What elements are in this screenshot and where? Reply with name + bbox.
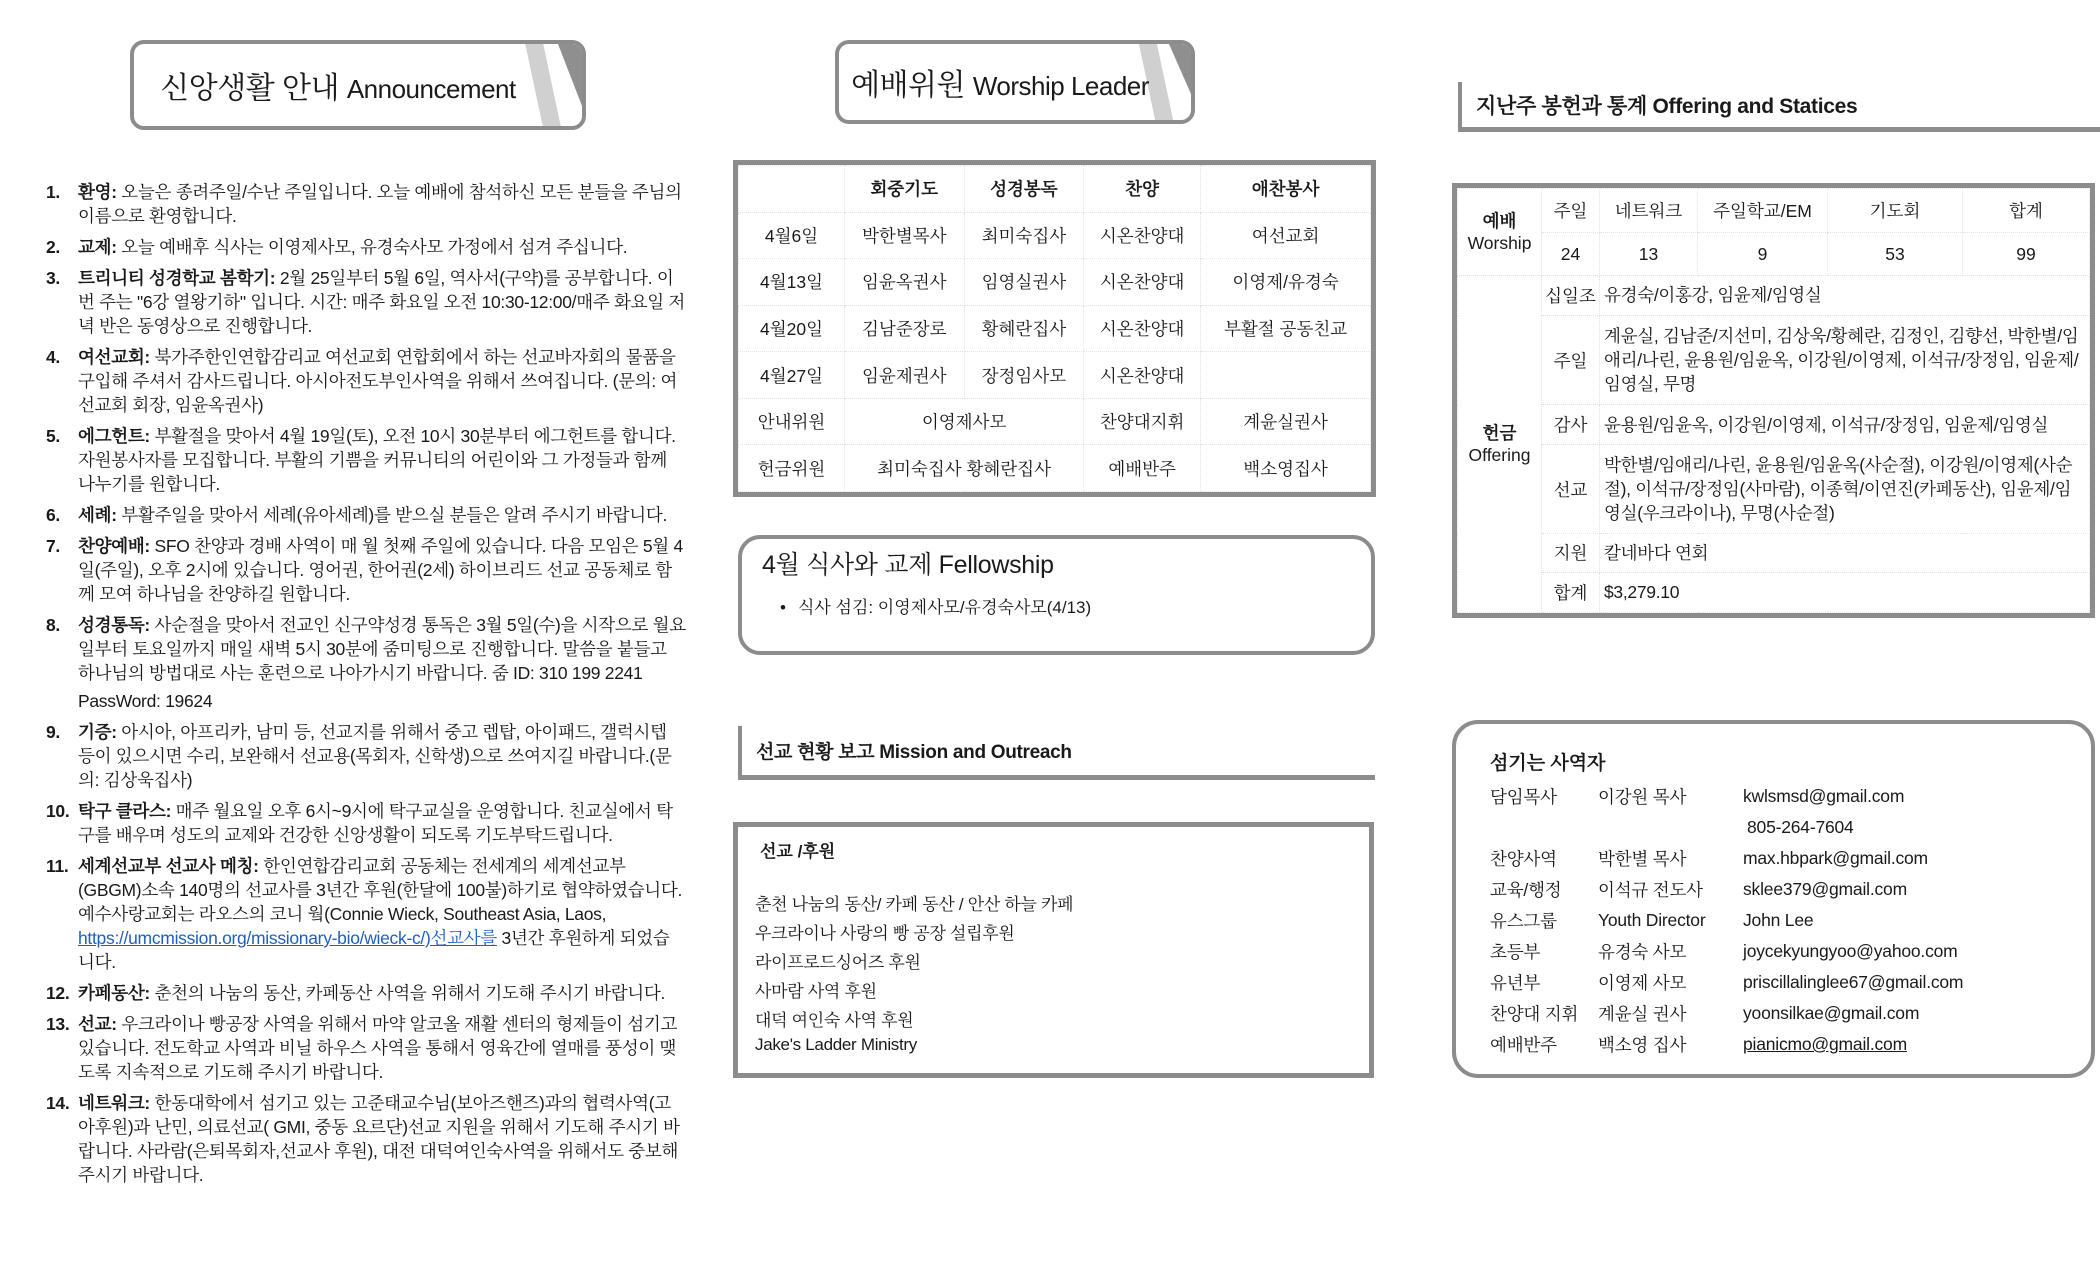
item-number: 1. <box>46 182 60 202</box>
table-cell: 박한별/임애리/나린, 윤용원/임윤옥(사순절), 이강원/이영제(사순절), 이석규/장정임(사마람), 이종혁/이연진(카페동산), 임윤제/임영실(우크라이나), 무명(사순절) <box>1600 445 2090 534</box>
staff-row <box>1490 781 2091 812</box>
offering-committee-row <box>739 445 1371 492</box>
list-item: 라이프로드싱어즈 후원 <box>755 953 921 972</box>
staff-email-link[interactable]: pianicmo@gmail.com <box>1743 1034 1907 1054</box>
staff-name: 백소영 집사 <box>1598 1035 1687 1055</box>
table-cell: 여선교회 <box>1201 212 1371 259</box>
page-curl-fold-icon <box>1169 44 1191 94</box>
item-label: 찬양예배: <box>78 536 150 556</box>
table-cell: 4월6일 <box>739 212 845 259</box>
announcement-item <box>46 613 686 713</box>
staff-row <box>1490 812 2091 843</box>
announcement-item <box>46 1091 686 1187</box>
item-text: 아시아, 아프리카, 남미 등, 선교지를 위해서 중고 렙탑, 아이패드, 갤럭시텝 등이 있으시면 수리, 보완해서 선교용(목회자, 신학생)으로 쓰여지길 바랍니다.(문의: 김상욱집사) <box>78 722 672 790</box>
staff-row <box>1490 967 2091 998</box>
item-number: 6. <box>46 505 60 525</box>
item-label: 성경통독: <box>78 615 150 635</box>
staff-email[interactable]: priscillalinglee67@gmail.com <box>1743 972 1964 992</box>
announcement-item <box>46 180 686 228</box>
offering-row <box>1458 534 2090 572</box>
mission-heading <box>738 726 1375 780</box>
staff-email[interactable]: kwlsmsd@gmail.com <box>1743 786 1905 806</box>
mission-table <box>733 822 1374 1078</box>
staff-name: 이강원 목사 <box>1598 787 1687 807</box>
item-number: 10. <box>46 801 70 821</box>
staff-row <box>1490 1029 2091 1060</box>
staff-row <box>1490 843 2091 874</box>
fellowship-box <box>738 535 1375 655</box>
usher-row <box>739 398 1371 445</box>
announcement-title-ko: 신앙생활 안내 <box>160 72 339 105</box>
table-cell: 시온찬양대 <box>1084 259 1201 306</box>
table-cell: 4월27일 <box>739 352 845 399</box>
offering-total: $3,279.10 <box>1600 572 2090 612</box>
staff-row <box>1490 905 2091 936</box>
item-label: 탁구 클라스: <box>78 801 172 821</box>
column-header: 주일 <box>1542 189 1600 233</box>
item-label: 세례: <box>78 505 117 525</box>
table-cell: 예배반주 <box>1084 445 1201 492</box>
staff-name: 이석규 전도사 <box>1598 880 1703 900</box>
table-cell: 13 <box>1600 233 1698 275</box>
staff-email[interactable]: max.hbpark@gmail.com <box>1743 848 1928 868</box>
staff-role: 찬양사역 <box>1490 849 1557 869</box>
table-cell: 9 <box>1698 233 1828 275</box>
table-row <box>739 352 1371 399</box>
offering-heading <box>1458 82 2100 132</box>
table-cell: 이영제사모 <box>845 398 1084 445</box>
announcement-item <box>46 534 686 606</box>
announcement-list <box>46 180 686 1194</box>
announcement-item <box>46 854 686 974</box>
item-label: 카페동산: <box>78 983 150 1003</box>
table-cell: 황혜란집사 <box>964 305 1084 352</box>
row-label: 선교 <box>1542 445 1600 534</box>
staff-role: 초등부 <box>1490 942 1541 962</box>
list-item: 춘천 나눔의 동산/ 카페 동산 / 안산 하늘 카페 <box>755 895 1074 914</box>
mission-table-title: 선교 /후원 <box>760 842 836 861</box>
column-header: 찬양 <box>1084 166 1201 213</box>
table-cell: 칼네바다 연회 <box>1600 534 2090 572</box>
staff-name: 계윤실 권사 <box>1598 1004 1687 1024</box>
announcement-item <box>46 235 686 259</box>
offering-category <box>1458 275 1542 612</box>
worship-leader-title <box>851 60 1149 104</box>
table-cell <box>1201 352 1371 399</box>
table-cell: 유경숙/이홍강, 임윤제/임영실 <box>1600 275 2090 315</box>
staff-role: 유년부 <box>1490 973 1541 993</box>
staff-role: 찬양대 지휘 <box>1490 1004 1579 1024</box>
table-cell: 임영실권사 <box>964 259 1084 306</box>
announcement-item <box>46 1012 686 1084</box>
staff-row <box>1490 998 2091 1029</box>
item-text: 부활주일을 맞아서 세례(유아세례)를 받으실 분들은 알려 주시기 바랍니다. <box>116 505 668 525</box>
column-header: 회중기도 <box>845 166 965 213</box>
staff-role: 예배반주 <box>1490 1035 1557 1055</box>
item-label: 선교: <box>78 1014 117 1034</box>
table-cell: 임윤옥권사 <box>845 259 965 306</box>
item-number: 11. <box>46 856 69 876</box>
table-cell: 4월13일 <box>739 259 845 306</box>
announcement-item <box>46 424 686 496</box>
item-text: 오늘은 종려주일/수난 주일입니다. 오늘 예배에 참석하신 모든 분들을 주님의 이름으로 환영합니다. <box>78 182 682 226</box>
staff-phone: 805-264-7604 <box>1747 817 1854 837</box>
item-number: 13. <box>46 1014 70 1034</box>
column-header: 기도회 <box>1828 189 1963 233</box>
table-cell: 박한별목사 <box>845 212 965 259</box>
list-item: • 식사 섬김: 이영제사모/유경숙사모(4/13) <box>780 593 1351 618</box>
item-text: 북가주한인연합감리교 여선교회 연합회에서 하는 선교바자회의 물품을 구입해 주셔서 감사드립니다. 아시아전도부인사역을 위해서 쓰여집니다. (문의: 여선교회 회장, 임윤옥권사) <box>78 347 678 415</box>
column-header: 주일학교/EM <box>1698 189 1828 233</box>
column-header: 합계 <box>1963 189 2090 233</box>
table-cell: 99 <box>1963 233 2090 275</box>
item-number: 3. <box>46 268 60 288</box>
fellowship-title: 4월 식사와 교제 Fellowship <box>762 551 1054 579</box>
table-cell: 4월20일 <box>739 305 845 352</box>
table-cell: 시온찬양대 <box>1084 352 1201 399</box>
table-row <box>739 212 1371 259</box>
row-label: 감사 <box>1542 405 1600 445</box>
row-label: 십일조 <box>1542 275 1600 315</box>
item-label: 세계선교부 선교사 메칭: <box>78 856 259 876</box>
item-label: 여선교회: <box>78 347 150 367</box>
worship-category <box>1458 189 1542 276</box>
item-number: 14. <box>46 1093 70 1113</box>
item-text: 사순절을 맞아서 전교인 신구약성경 통독은 3월 5일(수)을 시작으로 월요일부터 토요일까지 매일 새벽 5시 30분에 줌미팅으로 진행합니다. 말씀을 붙들고 하나님의 방법대로 사는 훈련으로 나아가시기 바랍니다. 줌 ID: 310 199 2241 <box>78 615 686 683</box>
staff-name: 이영제 사모 <box>1598 973 1687 993</box>
table-cell: 최미숙집사 <box>964 212 1084 259</box>
table-cell: 시온찬양대 <box>1084 212 1201 259</box>
item-label: 기증: <box>78 722 117 742</box>
list-item: 사마람 사역 후원 <box>755 982 877 1001</box>
missionary-bio-link[interactable]: https://umcmission.org/missionary-bio/wieck-c/)선교사를 <box>78 928 497 948</box>
table-cell: 윤용원/임윤옥, 이강원/이영제, 이석규/장정임, 임윤제/임영실 <box>1600 405 2090 445</box>
page-curl-fold-icon <box>558 44 582 106</box>
item-text-after: 3년간 후원하게 되었습니다. <box>78 928 670 972</box>
table-cell: 장정임사모 <box>964 352 1084 399</box>
announcement-item <box>46 981 686 1005</box>
table-row <box>739 259 1371 306</box>
table-cell: 계윤실권사 <box>1201 398 1371 445</box>
item-text: 2월 25일부터 5월 6일, 역사서(구약)를 공부합니다. 이번 주는 "6강 열왕기하" 입니다. 시간: 매주 화요일 오전 10:30-12:00/매주 화요일 저녁 반은 동영상으로 진행합니다. <box>78 268 685 336</box>
announcement-header <box>130 40 586 130</box>
item-number: 2. <box>46 237 60 257</box>
staff-role: 교육/행정 <box>1490 880 1562 900</box>
item-label: 교제: <box>78 237 117 257</box>
staff-title: 섬기는 사역자 <box>1490 753 1606 774</box>
worship-table <box>738 165 1371 492</box>
table-cell: 백소영집사 <box>1201 445 1371 492</box>
worship-leader-header <box>835 40 1195 124</box>
offering-row <box>1458 275 2090 315</box>
offering-heading-text: 지난주 봉헌과 통계 Offering and Statices <box>1476 94 1858 118</box>
offering-total-row <box>1458 572 2090 612</box>
table-cell: 53 <box>1828 233 1963 275</box>
staff-role: 담임목사 <box>1490 787 1557 807</box>
column-header <box>739 166 845 213</box>
staff-box <box>1452 720 2095 1078</box>
item-number: 5. <box>46 426 60 446</box>
column-header: 네트워크 <box>1600 189 1698 233</box>
offering-table <box>1457 188 2090 613</box>
page-curl-decoration <box>524 40 561 130</box>
offering-row <box>1458 316 2090 405</box>
mission-heading-text: 선교 현황 보고 Mission and Outreach <box>756 742 1072 763</box>
item-number: 8. <box>46 615 60 635</box>
list-item: Jake's Ladder Ministry <box>755 1035 917 1054</box>
table-header-row <box>739 166 1371 213</box>
announcement-item <box>46 503 686 527</box>
table-cell: 24 <box>1542 233 1600 275</box>
announcement-title <box>160 63 515 107</box>
worship-leader-title-ko: 예배위원 <box>851 69 965 102</box>
attendance-header-row <box>1458 189 2090 233</box>
offering-table-container <box>1452 183 2095 618</box>
table-cell: 헌금위원 <box>739 445 845 492</box>
attendance-values-row <box>1458 233 2090 275</box>
staff-email[interactable]: joycekyungyoo@yahoo.com <box>1743 941 1958 961</box>
staff-name: 박한별 목사 <box>1598 849 1687 869</box>
category-ko: 헌금 <box>1482 422 1517 443</box>
item-text: 부활절을 맞아서 4월 19일(토), 오전 10시 30분부터 에그헌트를 합니다. 자원봉사자를 모집합니다. 부활의 기쁨을 커뮤니티의 어린이와 그 가정들과 함께 나누기를 원합니다. <box>78 426 676 494</box>
table-cell: 임윤제권사 <box>845 352 965 399</box>
staff-row <box>1490 936 2091 967</box>
announcement-item <box>46 345 686 417</box>
item-label: 환영: <box>78 182 117 202</box>
table-cell: 김남준장로 <box>845 305 965 352</box>
item-label: 에그헌트: <box>78 426 150 446</box>
item-text: SFO 찬양과 경배 사역이 매 월 첫째 주일에 있습니다. 다음 모임은 5월 4일(주일), 오후 2시에 있습니다. 영어권, 한어권(2세) 하이브리드 선교 공동체로 함께 모여 하나님을 찬양하길 원합니다. <box>78 536 683 604</box>
category-en: Offering <box>1468 444 1531 465</box>
item-text: 매주 월요일 오후 6시~9시에 탁구교실을 운영합니다. 친교실에서 탁구를 배우며 성도의 교제와 건강한 신앙생활이 되도록 기도부탁드립니다. <box>78 801 673 845</box>
item-label: 네트워크: <box>78 1093 150 1113</box>
staff-row <box>1490 874 2091 905</box>
staff-role: 유스그룹 <box>1490 911 1557 931</box>
worship-table-container <box>733 160 1376 497</box>
item-text: 한동대학에서 섬기고 있는 고준태교수님(보아즈핸즈)과의 협력사역(고아후원)과 난민, 의료선교( GMI, 중동 요르단)선교 지원을 위해서 기도해 주시기 바랍니다. 사라람(은퇴목회자,선교사 후원), 대전 대덕여인숙사역을 위해서도 중보해 주시기 바랍니다. <box>78 1093 680 1185</box>
row-label: 지원 <box>1542 534 1600 572</box>
staff-email[interactable]: yoonsilkae@gmail.com <box>1743 1003 1920 1023</box>
list-item: 우크라이나 사랑의 빵 공장 설립후원 <box>755 924 1015 943</box>
table-cell: 부활절 공동친교 <box>1201 305 1371 352</box>
item-text: 오늘 예배후 식사는 이영제사모, 유경숙사모 가정에서 섬겨 주십니다. <box>116 237 628 257</box>
item-number: 4. <box>46 347 60 367</box>
item-label: 트리니티 성경학교 봄학기: <box>78 268 276 288</box>
item-number: 7. <box>46 536 60 556</box>
staff-email[interactable]: sklee379@gmail.com <box>1743 879 1907 899</box>
table-cell: 최미숙집사 황혜란집사 <box>845 445 1084 492</box>
staff-name: 유경숙 사모 <box>1598 942 1687 962</box>
staff-contact: John Lee <box>1743 910 1814 930</box>
row-label: 합계 <box>1542 572 1600 612</box>
table-cell: 찬양대지휘 <box>1084 398 1201 445</box>
item-number: 9. <box>46 722 60 742</box>
offering-row <box>1458 405 2090 445</box>
worship-leader-title-en: Worship Leader <box>972 71 1149 101</box>
zoom-password: PassWord: 19624 <box>78 691 213 711</box>
item-text: 춘천의 나눔의 동산, 카페동산 사역을 위해서 기도해 주시기 바랍니다. <box>149 983 666 1003</box>
fellowship-list <box>762 593 1351 618</box>
announcement-item <box>46 266 686 338</box>
table-row <box>739 305 1371 352</box>
staff-name: Youth Director <box>1598 910 1706 930</box>
item-text: 한인연합감리교회 공동체는 전세계의 세계선교부(GBGM)소속 140명의 선교사를 3년간 후원(한달에 100불)하기로 협약하였습니다. 예수사랑교회는 라오스의 코니 웤(Connie Wieck, Southeast Asia, Laos, <box>78 856 683 924</box>
item-text: 우크라이나 빵공장 사역을 위해서 마약 알코올 재활 센터의 형제들이 섬기고 있습니다. 전도학교 사역과 비닐 하우스 사역을 통해서 영육간에 열매를 풍성이 맺도록 지속적으로 기도해 주시기 바랍니다. <box>78 1014 678 1082</box>
announcement-item <box>46 799 686 847</box>
announcement-title-en: Announcement <box>346 74 516 104</box>
category-ko: 예배 <box>1482 210 1517 231</box>
category-en: Worship <box>1467 232 1532 253</box>
item-number: 12. <box>46 983 70 1003</box>
table-cell: 이영제/유경숙 <box>1201 259 1371 306</box>
column-header: 성경봉독 <box>964 166 1084 213</box>
announcement-item <box>46 720 686 792</box>
table-cell: 계윤실, 김남준/지선미, 김상욱/황혜란, 김정인, 김향선, 박한별/임애리/나린, 윤용원/임윤옥, 이강원/이영제, 이석규/장정임, 임윤제/임영실, 무명 <box>1600 316 2090 405</box>
row-label: 주일 <box>1542 316 1600 405</box>
table-cell: 안내위원 <box>739 398 845 445</box>
offering-row <box>1458 445 2090 534</box>
mission-list <box>738 872 1369 1064</box>
column-header: 애찬봉사 <box>1201 166 1371 213</box>
table-cell: 시온찬양대 <box>1084 305 1201 352</box>
list-item: 대덕 여인숙 사역 후원 <box>755 1011 914 1030</box>
